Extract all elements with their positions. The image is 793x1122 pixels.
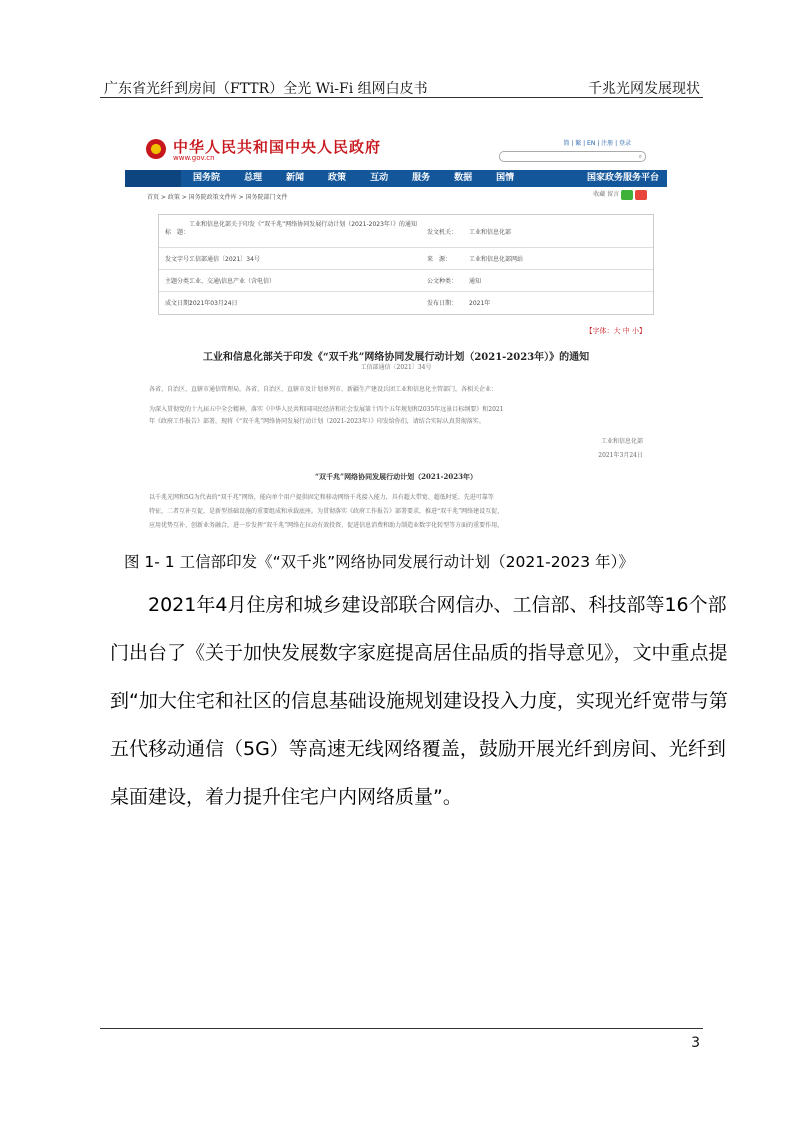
nav-item: 总理 — [244, 173, 263, 183]
share-text: 收藏 留言 — [593, 191, 620, 198]
breadcrumb: 首页 > 政策 > 国务院政策文件库 > 国务院部门文件 — [147, 194, 288, 201]
doc-paragraph: 各省、自治区、直辖市通信管理局，各省、自治区、直辖市及计划单列市、新疆生产建设兵团工业和信息化主管部门，各相关企业： — [149, 386, 498, 393]
doc-signer: 工业和信息化部 — [600, 438, 643, 445]
nav-item: 数据 — [454, 173, 473, 183]
gov-site-url: www.gov.cn — [173, 154, 215, 162]
font-size-control: 【字体：大 中 小】 — [585, 327, 646, 335]
nav-item: 国务院 — [193, 173, 221, 183]
nav-item: 互动 — [370, 173, 389, 183]
page-number: 3 — [691, 1035, 700, 1051]
nav-logo — [125, 170, 181, 187]
doc-paragraph: 应用优势互补、创新业务融合，进一步发挥“双千兆”网络在拉动有效投资、促进信息消费和助力制造业数字化转型等方面的重要作用， — [149, 522, 504, 529]
doc-sign-date: 2021年3月24日 — [598, 452, 643, 459]
doc-paragraph: 年《政府工作报告》部署，现将《“双千兆”网络协同发展行动计划（2021-2023年）》印发给你们，请结合实际认真贯彻落实。 — [149, 418, 485, 425]
figure-caption: 图 1- 1 工信部印发《“双千兆”网络协同发展行动计划（2021-2023 年）》 — [124, 553, 634, 571]
gov-site-title: 中华人民共和国中央人民政府 — [173, 138, 382, 156]
doc-paragraph: 特征，二者互补互促，是新型基础设施的重要组成和承载底座。为贯彻落实《政府工作报告》部署要求，推进“双千兆”网络建设互促、 — [149, 508, 504, 515]
doc-info-table — [158, 214, 654, 315]
gov-site-header — [125, 128, 667, 170]
gov-top-tools: 简 | 繁 | EN | 注册 | 登录 — [563, 140, 631, 147]
body-line: 到“加大住宅和社区的信息基础设施规划建设投入力度，实现光纤宽带与第 — [110, 690, 728, 712]
footer-divider — [100, 1028, 703, 1029]
doc-number: 工信部通信〔2021〕34号 — [360, 364, 432, 371]
body-line: 五代移动通信（5G）等高速无线网络覆盖，鼓励开展光纤到房间、光纤到 — [110, 738, 726, 760]
doc-subtitle: “双千兆”网络协同发展行动计划（2021-2023年） — [315, 472, 477, 481]
body-line: 门出台了《关于加快发展数字家庭提高居住品质的指导意见》，文中重点提 — [110, 642, 728, 664]
info-row: 发文字号： 工信部通信〔2021〕34号 来 源： 工业和信息化部网站 — [159, 247, 653, 270]
nav-item: 服务 — [412, 173, 431, 183]
body-line: 桌面建设，着力提升住宅户内网络质量”。 — [110, 786, 462, 808]
header-divider — [100, 97, 703, 98]
running-header-title: 广东省光纤到房间（FTTR）全光 Wi-Fi 组网白皮书 — [104, 81, 428, 97]
doc-paragraph: 以千兆光网和5G为代表的“双千兆”网络，能向单个用户提供固定和移动网络千兆接入能力，具有超大带宽、超低时延、先进可靠等 — [149, 494, 494, 501]
wechat-icon — [621, 190, 633, 200]
running-header-section: 千兆光网发展现状 — [588, 81, 700, 97]
search-icon: ⌕ — [499, 151, 646, 162]
nav-item: 政策 — [328, 173, 347, 183]
nav-item: 国家政务服务平台 — [586, 173, 659, 183]
nav-item: 新闻 — [286, 173, 305, 183]
share-tools — [593, 189, 647, 200]
doc-paragraph: 为深入贯彻党的十九届五中全会精神，落实《中华人民共和国国民经济和社会发展第十四个五年规划和2035年远景目标纲要》和2021 — [149, 406, 504, 413]
info-row: 标 题： 工业和信息化部关于印发《“双千兆”网络协同发展行动计划（2021-2023年）》的通知 发文机关： 工业和信息化部 — [159, 215, 653, 248]
gov-nav-bar — [125, 170, 667, 187]
nav-item: 国情 — [496, 173, 515, 183]
weibo-icon — [635, 190, 647, 200]
info-row: 成文日期： 2021年03月24日 发布日期： 2021年 — [165, 300, 491, 307]
national-emblem-icon — [146, 139, 166, 159]
embedded-screenshot — [125, 128, 667, 532]
info-row: 主题分类： 工业、交通\信息产业（含电信） 公文种类： 通知 — [159, 269, 653, 292]
doc-title: 工业和信息化部关于印发《“双千兆”网络协同发展行动计划（2021-2023年）》的通知 — [202, 352, 590, 363]
body-line: 2021年4月住房和城乡建设部联合网信办、工信部、科技部等16个部 — [110, 594, 727, 616]
